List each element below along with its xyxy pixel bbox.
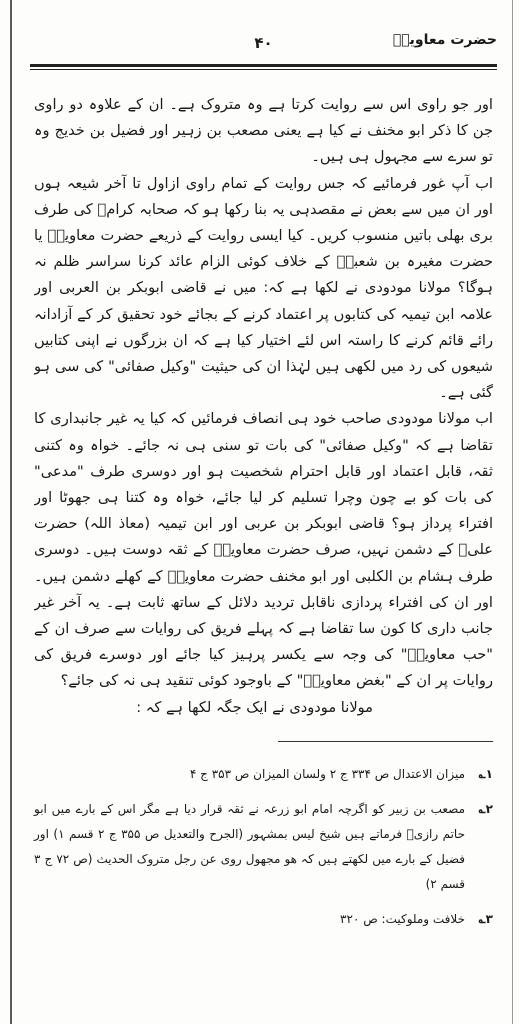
page-number: ۴۰ xyxy=(254,34,273,52)
header-rule-thin xyxy=(30,69,497,70)
footnote-separator xyxy=(278,741,493,742)
paragraph: اب مولانا مودودی صاحب خود ہی انصاف فرمائیں کہ کیا یہ غیر جانبداری کا تقاضا ہے کہ "وکیل صفائی" کی بات تو سنی ہی نہ جائے۔ خواہ وہ کتنی ثقہ، قابل اعتماد اور قابل احترام شخصیت ہو اور دوسری طرف "مدعی" کی بات کو بے چون وچرا تسلیم کر لیا جائے، خواہ وہ کتنا ہی جھوٹا اور افتراء پرداز ہو؟ قاضی ابوبکر بن عربی اور ابن تیمیہ (معاذ اللہ) حضرت علیؓ کے دشمن نہیں، صرف حضرت معاویہؓ کے ثقہ دوست ہیں۔ دوسری طرف ہشام بن الکلبی اور ابو مخنف حضرت معاویہؓ کے کھلے دشمن ہیں۔ اور ان کی افتراء پردازی ناقابل تردید دلائل کے ساتھ ثابت ہے۔ یہ آخر غیر جانب داری کا کون سا تقاضا ہے کہ پہلے فریق کی روایات سے صرف ان کے "حب معاویہؓ" کی وجہ سے یکسر پرہیز کیا جائے اور دوسرے فریق کی روایات پر ان کے "بغض معاویہؓ" کے باوجود کوئی تنقید ہی نہ کی جائے؟ xyxy=(34,410,493,690)
footnote-mark: ۳؎ xyxy=(478,912,493,926)
footnote-mark: ۱؎ xyxy=(478,767,493,781)
footnote-text: خلافت وملوکیت: ص ۳۲۰ xyxy=(340,912,465,926)
footnote xyxy=(34,762,493,787)
footnote-mark: ۲؎ xyxy=(478,802,493,816)
body-text xyxy=(34,92,493,722)
header-rule xyxy=(30,64,497,67)
footnotes xyxy=(34,762,493,932)
running-title: حضرت معاویہؓ xyxy=(392,32,497,48)
footnote xyxy=(34,907,493,932)
footnote xyxy=(34,797,493,897)
footnote-text: مصعب بن زبیر کو اگرچہ امام ابو زرعہ نے ثقہ قرار دیا ہے مگر اس کے بارے میں ابو حاتم رازیؒ فرماتے ہیں شیخ لیس بمشہور (الجرح والتعدیل ص ۳۵۵ ج ۲ قسم ۱) اور فضیل کے بارے میں لکھتے ہیں کہ ھو مجھول روی عن رجل متروک الحدیث (ص ۷۲ ج ۳ قسم ۲) xyxy=(34,802,466,891)
page-edge-left xyxy=(10,0,12,1024)
footnote-text: میزان الاعتدال ص ۳۳۴ ج ۲ ولسان المیزان ص ۳۵۳ ج ۴ xyxy=(189,767,465,781)
quote-intro: مولانا مودودی نے ایک جگہ لکھا ہے کہ : xyxy=(136,698,373,716)
page-header xyxy=(30,26,497,56)
page-edge-right xyxy=(512,0,513,1024)
paragraph: اب آپ غور فرمائیے کہ جس روایت کے تمام راوی ازاول تا آخر شیعہ ہوں اور ان میں سے بعض نے مقصدہی یہ بنا رکھا ہو کہ صحابہ کرامؓ کی طرف بری بھلی باتیں منسوب کریں۔ کیا ایسی روایت کے ذریعے حضرت معاویہؓ یا حضرت مغیرہ بن شعبہؓ کے خلاف کوئی الزام عائد کرنا سراسر ظلم نہ ہوگا؟ مولانا مودودی نے لکھا ہے کہ: میں نے قاضی ابوبکر بن العربی اور علامہ ابن تیمیہ کی کتابوں پر اعتماد کرنے کے بجائے خود تحقیق کر کے آزادانہ رائے قائم کرنے کا راستہ اس لئے اختیار کیا ہے کہ ان بزرگوں نے اپنی کتابیں شیعوں کی رد میں لکھی ہیں لہٰذا ان کی حیثیت "وکیل صفائی" کی سی ہو گئی ہے۔ xyxy=(34,174,493,402)
paragraph: اور جو راوی اس سے روایت کرتا ہے وہ متروک ہے۔ ان کے علاوہ دو راوی جن کا ذکر ابو مخنف نے کیا ہے یعنی مصعب بن زہیر اور فضیل بن خدیج وہ تو سرے سے مجہول ہی ہیں۔ xyxy=(34,96,493,166)
